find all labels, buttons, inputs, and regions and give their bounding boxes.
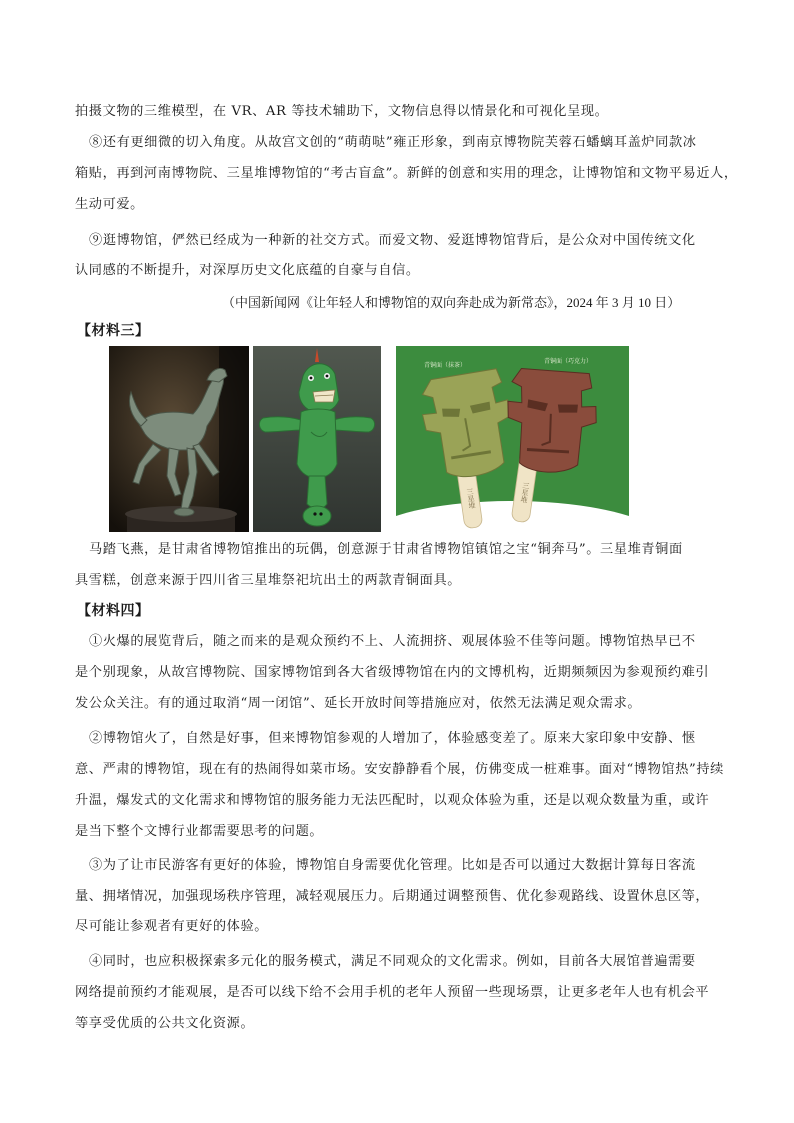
- section-header-material-3: 【材料三】: [77, 323, 150, 339]
- text-line: 是个别现象，从故宫博物院、国家博物馆到各大省级博物馆在内的文博机构，近期频频因为参观预约难引: [75, 665, 710, 680]
- popsicle-right-label: 青铜面（巧克力）: [544, 358, 593, 365]
- image-caption: 马踏飞燕，是甘肃省博物馆推出的玩偶，创意源于甘肃省博物馆镇馆之宝“铜奔马”。三星堆青铜面: [89, 542, 683, 557]
- section-header-material-4: 【材料四】: [77, 603, 150, 619]
- text-line: 升温，爆发式的文化需求和博物馆的服务能力无法匹配时，以观众体验为重，还是以观众数量为重，或许: [75, 793, 710, 808]
- text-line: 网络提前预约才能观展，是否可以线下给不会用手机的老年人预留一些现场票，让更多老年人也有机会平: [75, 985, 710, 1000]
- popsicle-stick-text: 三星堆: [519, 481, 531, 504]
- text-line: 认同感的不断提升，对深厚历史文化底蕴的自豪与自信。: [75, 263, 420, 278]
- popsicle-stick-text: 三星堆: [465, 487, 477, 510]
- text-line: 生动可爱。: [75, 197, 144, 212]
- text-line: 是当下整个文博行业都需要思考的问题。: [75, 824, 324, 839]
- text-line: 拍摄文物的三维模型，在 VR、AR 等技术辅助下，文物信息得以情景化和可视化呈现。: [75, 104, 609, 119]
- text-line: ③为了让市民游客有更好的体验，博物馆自身需要优化管理。比如是否可以通过大数据计算每日客流: [89, 858, 696, 873]
- bronze-mask-popsicle-photo: [396, 346, 629, 532]
- text-line: ②博物馆火了，自然是好事，但来博物馆参观的人增加了，体验感变差了。原来大家印象中安静、惬: [89, 731, 696, 746]
- text-line: ⑧还有更细微的切入角度。从故宫文创的“萌萌哒”雍正形象，到南京博物院芙蓉石蟠螭耳盖炉同款冰: [89, 135, 697, 150]
- popsicle-left-label: 青铜面（抹茶）: [424, 362, 467, 369]
- image-caption: 具雪糕，创意来源于四川省三星堆祭祀坑出土的两款青铜面具。: [75, 573, 462, 588]
- text-line: ④同时，也应积极探索多元化的服务模式，满足不同观众的文化需求。例如，目前各大展馆普遍需要: [89, 954, 696, 969]
- text-line: 发公众关注。有的通过取消“周一闭馆”、延长开放时间等措施应对，依然无法满足观众需求。: [75, 696, 642, 711]
- text-line: ①火爆的展览背后，随之而来的是观众预约不上、人流拥挤、观展体验不佳等问题。博物馆热早已不: [89, 634, 696, 649]
- source-citation: （中国新闻网《让年轻人和博物馆的双向奔赴成为新常态》，2024 年 3 月 10 日）: [222, 295, 681, 310]
- text-line: 尽可能让参观者有更好的体验。: [75, 919, 269, 934]
- text-line: ⑨逛博物馆，俨然已经成为一种新的社交方式。而爱文物、爱逛博物馆背后，是公众对中国传统文化: [89, 233, 696, 248]
- bronze-horse-photo: [109, 346, 249, 532]
- text-line: 箱贴，再到河南博物院、三星堆博物馆的“考古盲盒”。新鲜的创意和实用的理念，让博物馆和文物平易近人，: [75, 166, 738, 181]
- text-line: 等享受优质的公共文化资源。: [75, 1016, 255, 1031]
- plush-toy-photo: [253, 346, 381, 532]
- text-line: 意、严肃的博物馆，现在有的热闹得如菜市场。安安静静看个展，仿佛变成一桩难事。面对“博物馆热”持续: [75, 762, 724, 777]
- text-line: 量、拥堵情况，加强现场秩序管理，减轻观展压力。后期通过调整预售、优化参观路线、设置休息区等，: [75, 889, 710, 904]
